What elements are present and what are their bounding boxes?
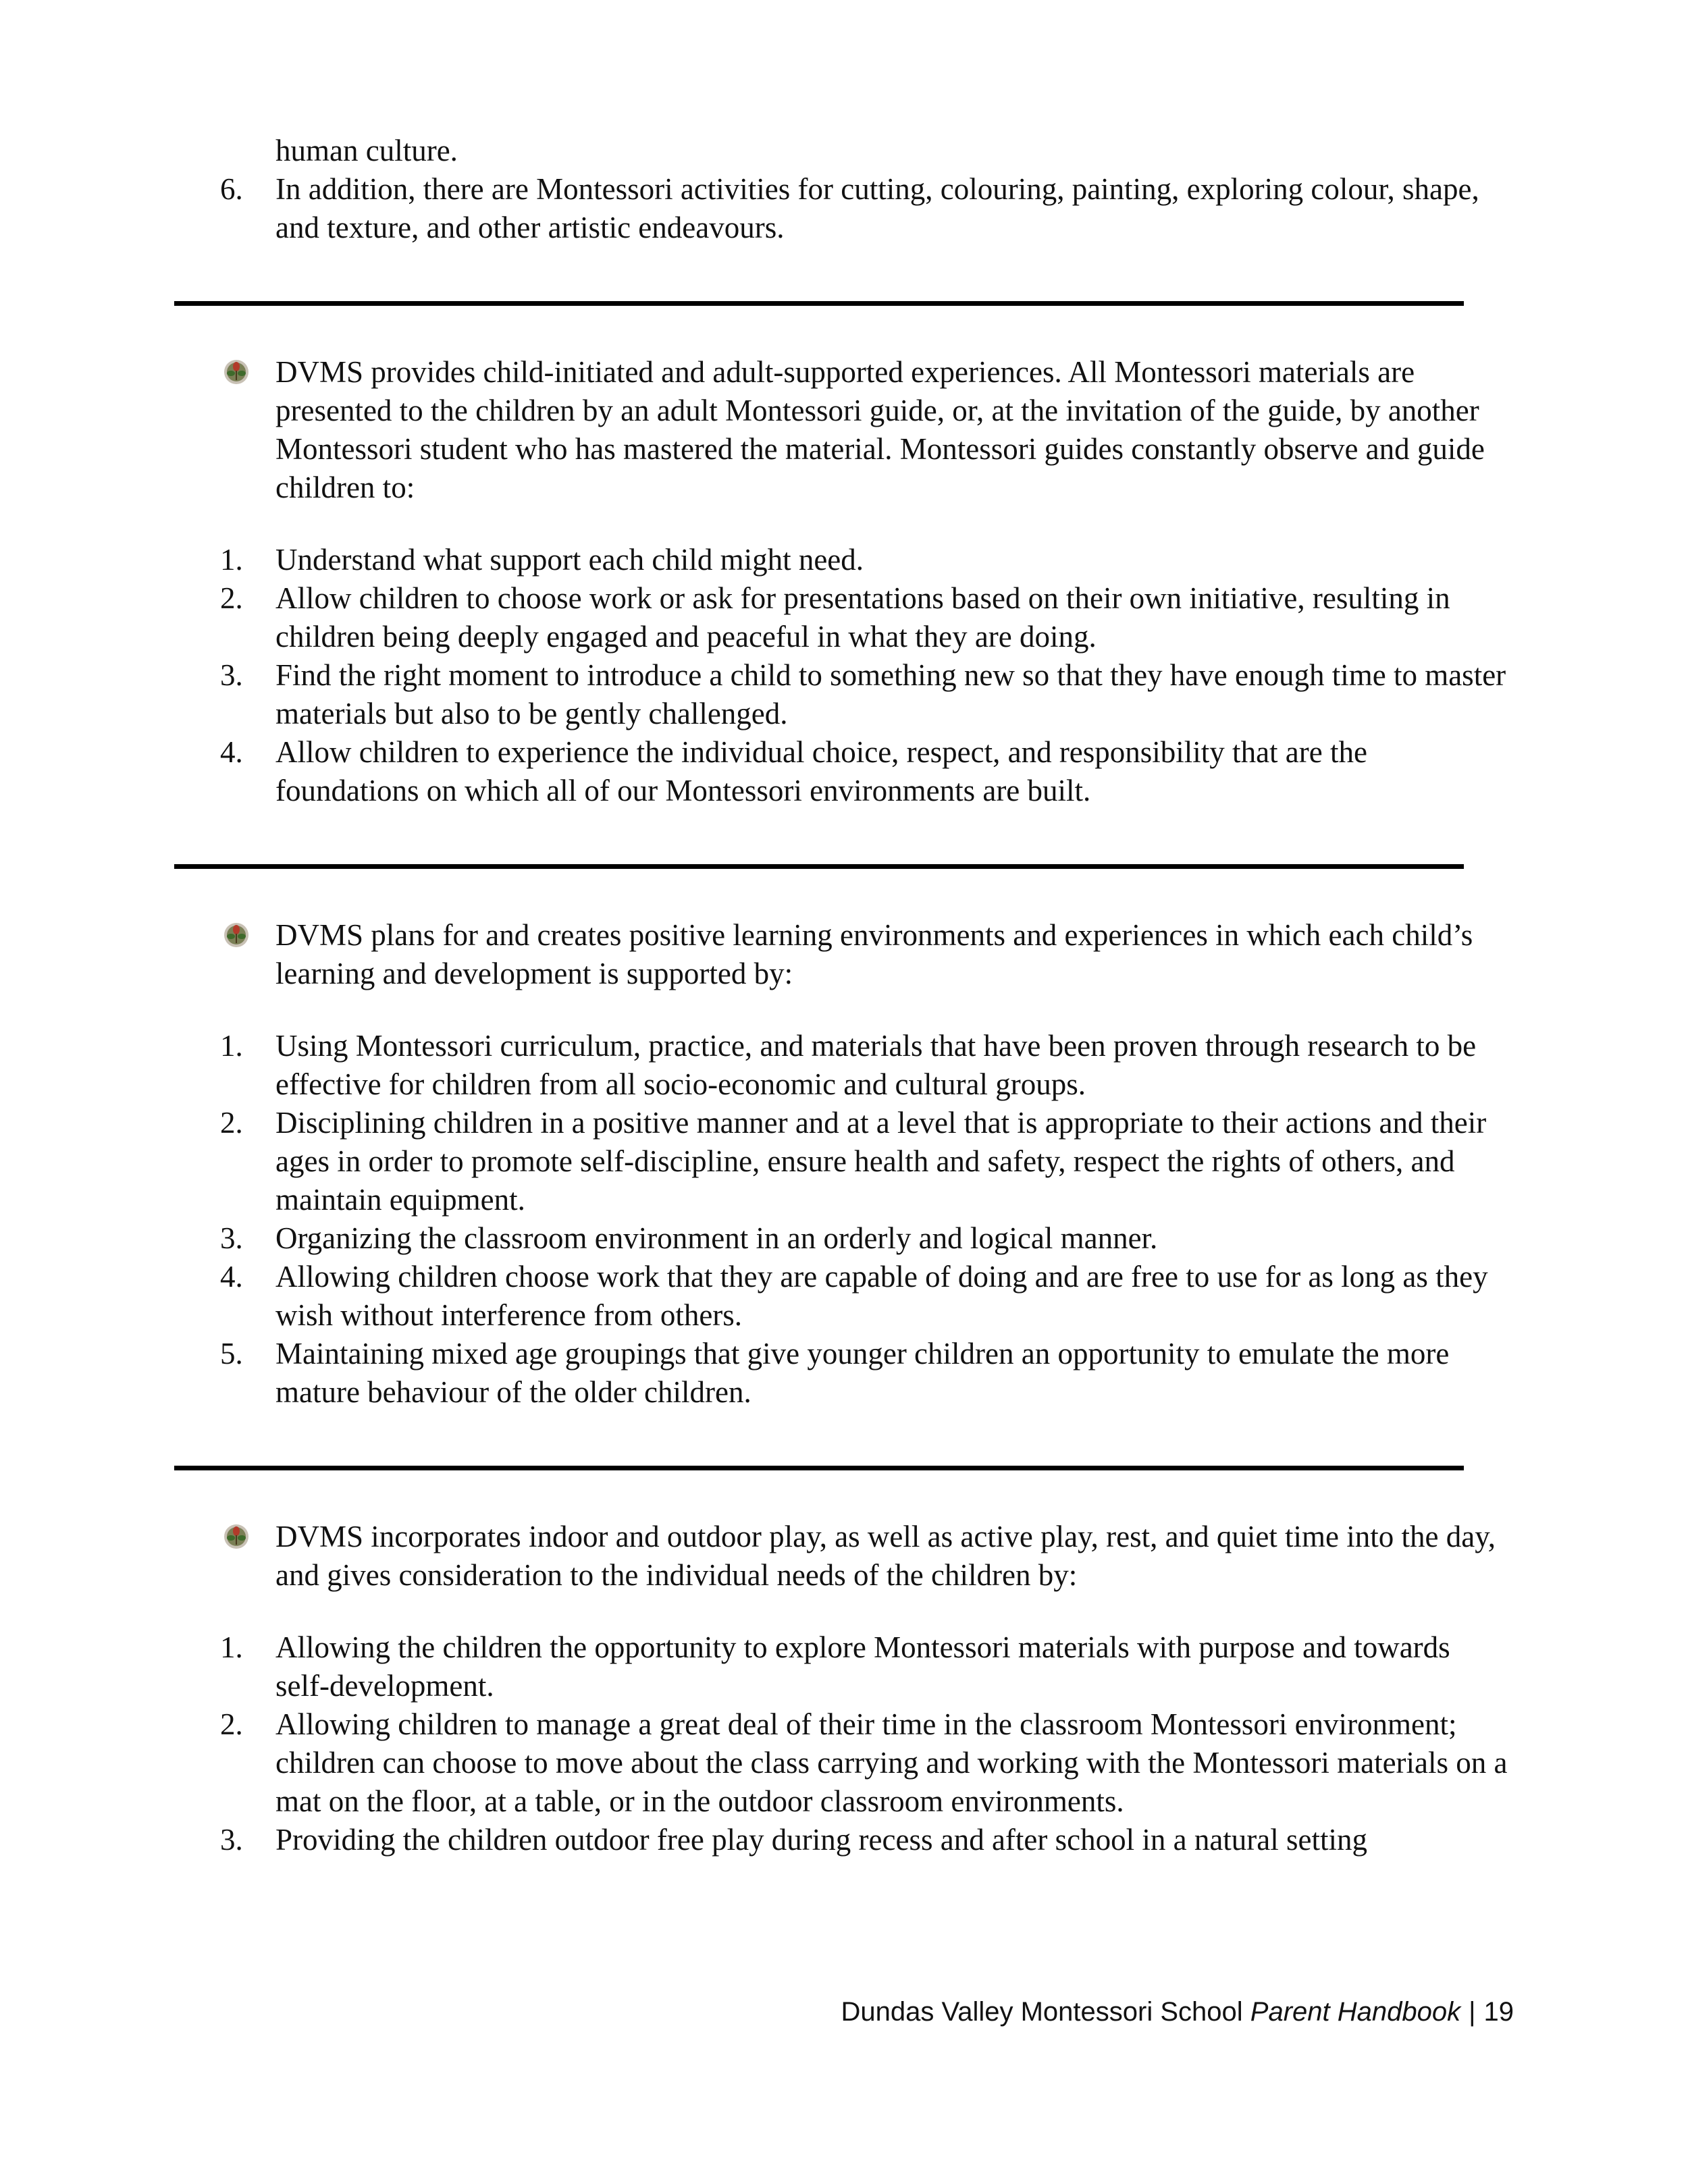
numbered-list (174, 1628, 1511, 1859)
footer-school-name: Dundas Valley Montessori School (841, 1997, 1243, 2027)
list-text: Allowing children to manage a great deal of their time in the classroom Montessori environment; children can choose to move about the class carrying and working with the Montessori materials on a mat on the floor, at a table, or in the outdoor classroom environments. (275, 1707, 1508, 1818)
list-text: Allow children to experience the individual choice, respect, and responsibility that are the foundations on which all of our Montessori environments are built. (275, 735, 1367, 807)
continued-text: human culture. (275, 134, 458, 167)
page-footer (841, 1995, 1514, 2029)
list-text: Understand what support each child might need. (275, 543, 864, 577)
list-text: Disciplining children in a positive manner and at a level that is appropriate to their actions and their ages in order to promote self-discipline, ensure health and safety, respect the rights of others, and maintain equipment. (275, 1106, 1487, 1217)
list-number: 2. (220, 1106, 243, 1140)
list-item (174, 1335, 1511, 1412)
numbered-list (174, 541, 1511, 810)
list-item (174, 1821, 1511, 1859)
list-number: 1. (220, 1630, 243, 1664)
list-number: 6. (220, 172, 243, 206)
list-number: 2. (220, 1707, 243, 1741)
list-item (174, 1705, 1511, 1821)
list-text: Providing the children outdoor free play during recess and after school in a natural setting (275, 1823, 1368, 1857)
list-number: 3. (220, 658, 243, 692)
section-heading (174, 916, 1511, 993)
list-text: Using Montessori curriculum, practice, and materials that have been proven through research to be effective for children from all socio-economic and cultural groups. (275, 1029, 1477, 1101)
section-divider (174, 301, 1464, 306)
section-heading (174, 1518, 1511, 1595)
list-text: Allowing the children the opportunity to explore Montessori materials with purpose and towards self-development. (275, 1630, 1450, 1703)
list-item (174, 170, 1511, 247)
list-number: 3. (220, 1221, 243, 1255)
list-item (174, 656, 1511, 733)
list-number: 5. (220, 1337, 243, 1370)
footer-separator: | (1469, 1997, 1476, 2027)
list-text: Allowing children choose work that they are capable of doing and are free to use for as long as they wish without interference from others. (275, 1260, 1488, 1332)
list-text: Find the right moment to introduce a child to something new so that they have enough time to master materials but also to be gently challenged. (275, 658, 1506, 730)
list-item (174, 1628, 1511, 1705)
list-item (174, 733, 1511, 810)
section-divider (174, 1466, 1464, 1470)
list-text: Maintaining mixed age groupings that give younger children an opportunity to emulate the more mature behaviour of the older children. (275, 1337, 1450, 1409)
list-number: 4. (220, 1260, 243, 1294)
page-number: 19 (1483, 1997, 1514, 2027)
list-number: 2. (220, 581, 243, 615)
list-number: 4. (220, 735, 243, 769)
footer-handbook-title: Parent Handbook (1250, 1997, 1461, 2027)
section-heading (174, 353, 1511, 507)
list-number: 1. (220, 543, 243, 577)
list-item (174, 1219, 1511, 1258)
flower-bullet-icon (223, 358, 250, 385)
list-number: 3. (220, 1823, 243, 1857)
section-heading-text: DVMS provides child-initiated and adult-supported experiences. All Montessori materials are presented to the children by an adult Montessori guide, or, at the invitation of the guide, by another Montessori student who has mastered the material. Montessori guides constantly observe and guide children to: (275, 355, 1485, 504)
continued-list (174, 170, 1511, 247)
list-item (174, 1104, 1511, 1219)
section-divider (174, 864, 1464, 869)
numbered-list (174, 1027, 1511, 1412)
list-item (174, 1258, 1511, 1335)
list-item (174, 541, 1511, 579)
section-heading-text: DVMS incorporates indoor and outdoor play, as well as active play, rest, and quiet time into the day, and gives consideration to the individual needs of the children by: (275, 1520, 1496, 1592)
list-text: In addition, there are Montessori activities for cutting, colouring, painting, exploring colour, shape, and texture, and other artistic endeavours. (275, 172, 1479, 244)
list-item (174, 579, 1511, 656)
list-text: Organizing the classroom environment in an orderly and logical manner. (275, 1221, 1158, 1255)
list-item (174, 1027, 1511, 1104)
page-content (174, 132, 1511, 1859)
flower-bullet-icon (223, 922, 250, 949)
flower-bullet-icon (223, 1523, 250, 1550)
list-text: Allow children to choose work or ask for presentations based on their own initiative, resulting in children being deeply engaged and peaceful in what they are doing. (275, 581, 1450, 654)
list-number: 1. (220, 1029, 243, 1063)
section-heading-text: DVMS plans for and creates positive learning environments and experiences in which each child’s learning and development is supported by: (275, 918, 1473, 990)
